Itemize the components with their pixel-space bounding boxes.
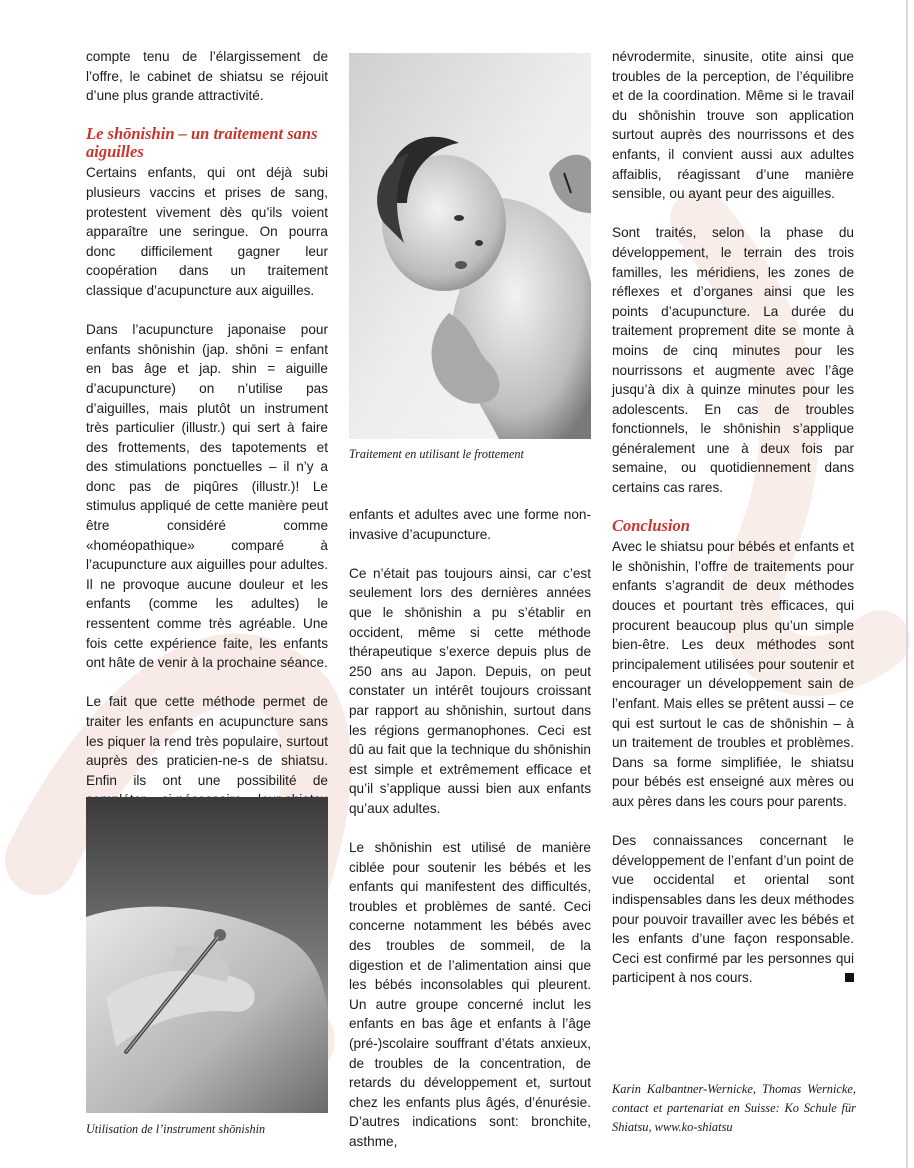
baby-treatment-photo: [349, 53, 591, 439]
closing-paragraph: [612, 831, 854, 988]
shonishin-instrument-photo: [86, 797, 328, 1113]
author-credit: Karin Kalbantner-Wernicke, Thomas Wernicke, contact et partenariat en Suisse: Ko Schule für Shiatsu, www.ko-shiatsu: [612, 1082, 856, 1134]
section-heading-shonishin: Le shōnishin – un traitement sans aiguilles: [86, 124, 318, 162]
section-heading-conclusion: Conclusion: [612, 516, 690, 536]
instrument-photo-caption: Utilisation de l’instrument shōnishin: [86, 1122, 266, 1136]
paragraph: Sont traités, selon la phase du développement, le terrain des trois familles, les méridiens, les zones de réflexes et d’organes ainsi que les points d’acupuncture. La durée du traitement proprement dite se monte à moins de cinq minutes pour les nourrissons et augmente avec l’âge jusqu’à dix à quinze minutes pour les adolescents. En cas de troubles fonctionnels, le shōnishin s’applique généralement une à deux fois par semaine, ou quotidiennement dans certains cas rares.: [612, 225, 854, 496]
end-of-article-mark: [845, 973, 854, 982]
column-left: [86, 47, 328, 830]
column-middle: [349, 505, 591, 1152]
paragraph: enfants et adultes avec une forme non-invasive d’acupuncture.: [349, 507, 591, 542]
paragraph: Ce n’était pas toujours ainsi, car c’est seulement lors des dernières années que le shōnishin a pu s’établir en occident, même si cette méthode thérapeutique s’exerce depuis plus de 250 ans au Japon. Depuis, on peut constater un intérêt toujours croissant par rapport au shōnishin, surtout dans les régions germanophones. Ceci est dû au fait que la technique du shōnishin est simple et extrêmement efficace et qu’il s’applique aussi bien aux enfants qu’aux adultes.: [349, 565, 591, 816]
closing-text: Des connaissances concernant le développement de l’enfant d’un point de vue occidental et oriental sont indispensables dans les deux méthodes pour pouvoir travailler avec les bébés et les enfants d’une façon responsable. Ceci est confirmé par les personnes qui participent à nos cours.: [612, 833, 854, 986]
column-right: [612, 47, 854, 988]
paragraph: névrodermite, sinusite, otite ainsi que troubles de la perception, de l’équilibre et de la coordination. Même si le travail du shōnishin trouve son application surtout auprès des nourrissons et des enfants, il convient aussi aux adultes affaiblis, réagissant d’une manière sensible, ou ayant peur des aiguilles.: [612, 49, 854, 202]
paragraph: Le fait que cette méthode permet de traiter les enfants en acupuncture sans les piquer la rend très populaire, surtout auprès des praticien-ne-s de shiatsu. Enfin ils ont une possibilité de: [86, 694, 328, 788]
intro-paragraph: compte tenu de l’élargissement de l’offre, le cabinet de shiatsu se réjouit d’une plus grande attractivité.: [86, 49, 328, 104]
paragraph: Avec le shiatsu pour bébés et enfants et le shōnishin, l’offre de traitements pour enfants s’agrandit de deux méthodes douces et pourtant très efficaces, qui procurent beaucoup plus qu’un simple bien-être. Les deux méthodes sont principalement utilisées pour soutenir et encourager un développement sain de l’enfant. Mais elles se prêtent aussi – ce qui est surtout le cas de shōnishin – à un traitement de troubles et problèmes. Dans sa forme simplifiée, le shiatsu pour bébés est enseigné aux mères ou aux pères dans les cours pour parents.: [612, 539, 854, 809]
paragraph: Dans l’acupuncture japonaise pour enfants shōnishin (jap. shōni = enfant en bas âge et jap. shin = aiguille d’acupuncture) on n’utilise pas d’aiguilles, mais plutôt un instrument très particulier (illustr.) qui sert à faire des frottements, des tapotements et des stimulations ponctuelles – il n’y a donc pas de piqûres (illustr.)! Le stimulus appliqué de cette manière peut être considéré comme «homéopathique» comparé à l’acupuncture aux aiguilles pour adultes. Il ne provoque aucune douleur et les enfants (comme les adultes) le ressentent comme très agréable. Une fois cette expérience faite, les enfants ont hâte de venir à la prochaine séance.: [86, 322, 328, 671]
baby-photo-caption: Traitement en utilisant le frottement: [349, 447, 524, 461]
page-edge-rule: [906, 0, 908, 1168]
paragraph: Certains enfants, qui ont déjà subi plusieurs vaccins et prises de sang, protestent vivement dès qu’ils voient apparaître une seringue. On pourra donc difficilement gagner leur coopération dans un traitement classique d’acupuncture aux aiguilles.: [86, 165, 328, 298]
paragraph: Le shōnishin est utilisé de manière ciblée pour soutenir les bébés et les enfants qui manifestent des difficultés, troubles et problèmes de santé. Ceci concerne notamment les bébés avec des troubles de sommeil, de la digestion et de l’alimentation ainsi que les bébés inconsolables qui pleurent. Un autre groupe concerné inclut les enfants en bas âge et enfants à l’âge (pré-)scolaire souffrant d’états anxieux, de troubles de la concentration, de retards du développement et, surtout chez les enfants plus âgés, d’énurésie. D’autres indications sont: bronchite, asthme,: [349, 840, 591, 1149]
